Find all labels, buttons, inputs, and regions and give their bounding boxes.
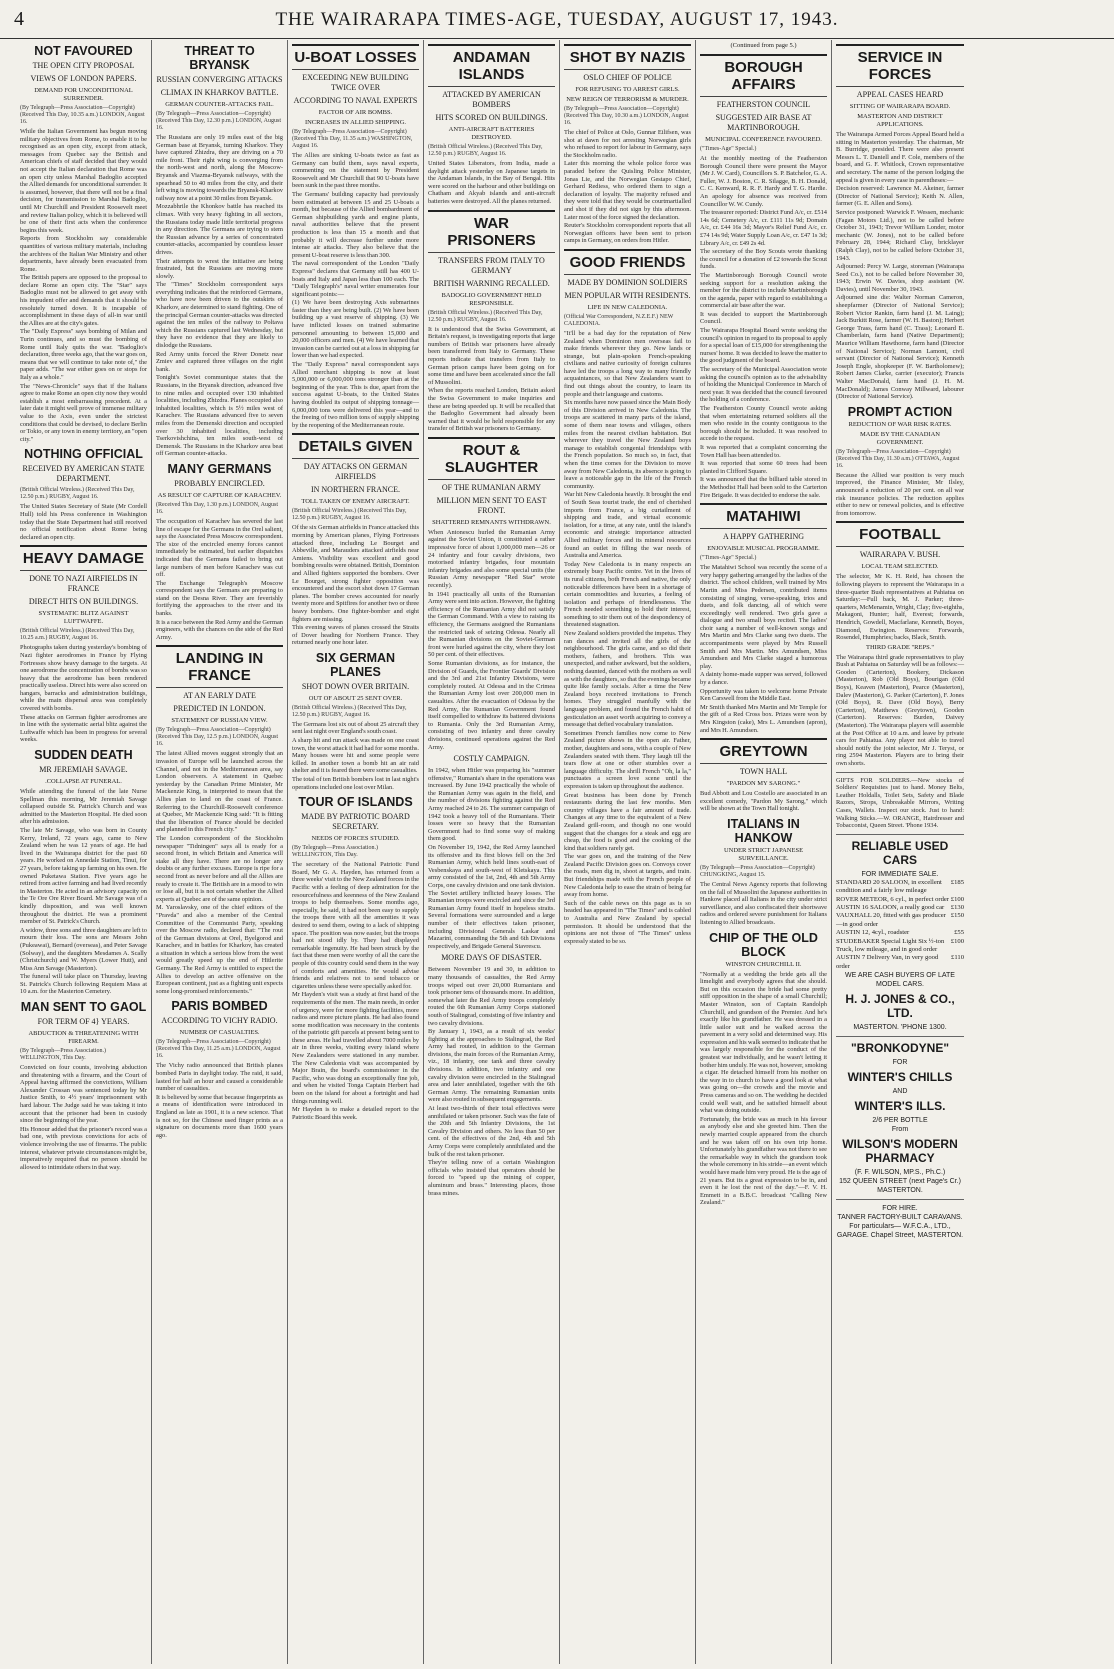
article-headline: PROMPT ACTION — [847, 404, 953, 419]
advertisement-line: For particulars— W.F.C.A., LTD., GARAGE. Chapel Street, MASTERTON. — [836, 1223, 964, 1240]
car-price: £100 — [950, 937, 964, 945]
used-car-listing — [836, 954, 964, 971]
article-paragraph: Reports from Stockholm say considerable quantities of various military materials, including the archives of the Italian War Ministry and other departments, have already been evacuated from Rome. — [20, 235, 147, 273]
article-dateline: ("Times-Age" Special.) — [700, 146, 757, 152]
advertisement — [836, 1023, 964, 1032]
car-name: AUSTIN 16 SALOON, a really good car — [836, 903, 945, 911]
advertisement-title: H. J. JONES & CO., LTD. — [845, 992, 955, 1021]
article-paragraph: A dainty home-made supper was served, followed by a dance. — [700, 671, 827, 687]
article-subheading-small: ABDUCTION & THREATENING WITH FIREARM. — [28, 1030, 139, 1046]
advertisement — [836, 992, 964, 1020]
advertisement — [836, 1213, 964, 1222]
article-paragraph: The latest Allied moves suggest strongly that an invasion of Europe will be launched across the Channel, and not in the Mediterranean area, say London observers. A statement in Quebec yesterday by the Canadian Prime Minister, Mr Mackenzie King, is interpreted to mean that the Allies plan to land on the coast of France. Referring to the Churchill-Roosevelt conference at Quebec, Mr Mackenzie King said: "It is fitting that the liberation of France should be decided and planned in this French city." — [156, 750, 283, 834]
article-subheading-small: MUNICIPAL CONFERENCE FAVOURED. — [705, 136, 822, 143]
article-subheading: SUGGESTED AIR BASE AT MARTINBOROUGH. — [715, 113, 812, 132]
article-paragraph: The Featherston County Council wrote asking that when entertaining returned soldiers all the men who reside in the county contiguous to the borough should be included. It was resolved to accede to the request. — [700, 405, 827, 443]
advertisement-title: RELIABLE USED CARS — [851, 838, 949, 867]
article-headline: CHIP OF THE OLD BLOCK — [709, 930, 818, 959]
article-headline: FOOTBALL — [836, 521, 964, 547]
article-dateline: (By Telegraph—Press Association—Copyright) (Received This Day, 11.30 a.m.) OTTAWA, August 16. — [836, 448, 960, 469]
article-subheading-small: OUT OF ABOUT 25 SENT OVER. — [308, 694, 403, 702]
article-paragraph: GIFTS FOR SOLDIERS.—New stocks of Soldiers' Requisites just to hand. Money Belts, Leather Holdalls, Toilet Sets, Safety and Blade Razors, Strops, Unbreakable Mirrors, Writing Cases, Wallets. Inspect our stock. Just to hand: Walking Sticks.—W. ORANGE, Hairdresser and Tobacconist, Queen Street. 'Phone 1934. — [836, 776, 964, 830]
article-paragraph: The war goes on, and the training of the New Zealand Pacific Division goes on. Convoys cover the roads, men dig in, shoot at targets, and train. But friendships made with the French people of New Caledonia help to ease the strain of being far away from home. — [564, 853, 691, 899]
page-number: 4 — [14, 8, 24, 30]
article-paragraph: The Matahiwi School was recently the scene of a very happy gathering arranged by the ladies of the district. The school children, well trained by Mrs Martin and Miss Pedersen, contributed items consisting of singing, verse-speaking, trios and duets, and folk dancing, all of which were exceedingly well rendered. Two girls gave a dialogue and two small boys recited. The ladies' choir sang a number of well-known songs and Mrs Martin and Mrs Clarke sang two duets. The accompaniments were played by Mrs Russell Smith and Mrs Martin. Mrs Amundsen, Miss Amundsen and Mrs Clarke staged a humorous play. — [700, 564, 827, 670]
newspaper-column-4 — [424, 40, 560, 1664]
article-paragraph: Mr Hayden is to make a detailed report to the Patriotic Board this week. — [292, 1106, 419, 1121]
article-subheading: MADE BY PATRIOTIC BOARD SECRETARY. — [301, 812, 410, 832]
advertisement-line: FOR IMMEDIATE SALE. — [861, 870, 939, 878]
article-dateline: (British Official Wireless.) (Received This Day, 12.50 p.m.) RUGBY, August 16. — [292, 508, 407, 522]
advertisement — [836, 1099, 964, 1113]
article-subheading: MR JEREMIAH SAVAGE. — [39, 765, 128, 775]
article-paragraph: Six months have now passed since the Main Body of this Division arrived in New Caledonia. The troops are scattered in many parts of the island, some of them near towns and villages, others miles from the nearest civilian habitation. But wherever they travel the New Zealand boys manage to establish congenial friendships with the French population. So much so, in fact, that when the time comes for the Division to move away from New Caledonia, its absence is going to leave a noticeable gap in the life of the French community. — [564, 399, 691, 490]
article-dateline: (By Telegraph—Press Association.) WELLINGTON, This Day. — [292, 845, 378, 859]
article-subheading: OSLO CHIEF OF POLICE — [583, 73, 672, 82]
advertisement-line: 2/6 PER BOTTLE — [872, 1117, 928, 1125]
article-subheading-small: DEMAND FOR UNCONDITIONAL SURRENDER. — [34, 87, 133, 102]
article-dateline: (By Telegraph—Press Association.) WELLINGTON, This Day. — [20, 1048, 106, 1062]
article-subheading-small: ANTI-AIRCRAFT BATTERIES DESTROYED. — [448, 126, 535, 141]
newspaper-column-7 — [832, 40, 968, 1664]
article-headline: MAN SENT TO GAOL — [20, 1000, 147, 1015]
newspaper-column-2 — [152, 40, 288, 1664]
article-paragraph: The Central News Agency reports that following on the fall of Mussolini the Japanese authorities in Hankow placed all Italians in the city under strict surveillance, and also confiscated their shortwave radios and ordered severe punishment for Italians listening to Allied broadcasts. — [700, 880, 827, 926]
advertisement-line: FOR — [892, 1059, 908, 1067]
advertisement — [836, 1177, 964, 1186]
article-paragraph: Decision reserved: Lawrence M. Akeiner, farmer (Director of National Service); Keith N. Allen, farmer (G. E. Allen and Sons). — [836, 185, 964, 208]
article-paragraph: The naval correspondent of the London "Daily Express" declares that Germany still has 400 U-boats and Italy and Japan less than 100 each. The "Daily Telegraph's" naval writer enumerates four significant points:— — [292, 260, 419, 298]
advertisement — [836, 971, 964, 989]
article-paragraph: The Germans lost six out of about 25 aircraft they sent last night over England's south coast. — [292, 720, 419, 736]
article-subheading: MORE DAYS OF DISASTER. — [441, 953, 542, 963]
article-subheading: DAY ATTACKS ON GERMAN AIRFIELDS — [303, 462, 408, 482]
article-paragraph: The Exchange Telegraph's Moscow correspondent says the Germans are preparing to stand on the Desna River. They are feverishly fortifying the approaches to the river and its banks. — [156, 579, 283, 618]
article-subheading: PROBABLY ENCIRCLED. — [174, 478, 265, 488]
article-dateline: (Official War Correspondent, N.Z.E.F.) NEW CALEDONIA. — [564, 313, 674, 327]
article-paragraph: United States Liberators, from India, made a daylight attack yesterday on Japanese targets in the Andaman Islands, in the Bay of Bengal. Hits were scored on the harbour and other buildings on Chatham and Akyab islands and anti-aircraft batteries were destroyed. All the planes returned. — [428, 160, 555, 205]
article-paragraph: The treasurer reported: District Fund A/c, cr. £514 14s 6d; Cemetery A/c, cr. £111 11s 9d; Domain A/c, cr. £44 16s 3d; Mayor's Relief Fund A/c, cr. £74 14s 9d; Water Supply Loan A/c, cr. £47 1s 3d; Library A/c, cr. £49 2s 4d. — [700, 209, 827, 247]
newspaper-column-6 — [696, 40, 832, 1664]
article-paragraph: Some Rumanian divisions, as for instance, the Division of Guards, the Frontier Guards' Division and the 3rd and 21st Infantry Divisions, were completely routed. At Odessa and in the Crimea the Rumanian Army lost over 200,000 men in casualties. After the evacuation of Odessa by the Red Army, the Rumanian Government found itself compelled to withdraw its battered divisions to Rumania. Only the 3rd Rumanian Army, consisting of two infantry and three cavalry divisions, continued operations against the Red Army. — [428, 659, 555, 751]
article-headline: SUDDEN DEATH — [34, 748, 133, 763]
article-paragraph: His Honour added that the prisoner's record was a bad one, with previous convictions for acts of violence involving the use of firearms. The public interest, whatever private circumstances might be, imperatively required that no person should be allowed to intimidate others in that way. — [20, 1125, 147, 1171]
article-paragraph: The "Daily Express" naval correspondent says Allied merchant shipping is now at least 5,000,000 or 6,000,000 tons stronger than at the beginning of the year. This is due, apart from the success against U-boats, to the United States having doubled its output of shipping tonnage—6,000,000 tons were delivered this year—and to the freeing of two million tons of supply shipping by the reopening of the Mediterranean route. — [292, 361, 419, 429]
article-paragraph: Sometimes French families now come to New Zealand picture shows in the open air. Father, mother, daughters and sons, with a couple of New Zealanders seated with them. They laugh till the tears flow at one or other stumbles over a language difficulty. The shrill French "Oh, la la," punctuates a screen love scene until the expression is taken up throughout the audience. — [564, 729, 691, 790]
article-subheading-small: ENJOYABLE MUSICAL PROGRAMME. — [707, 545, 820, 553]
advertisement-line: From — [891, 1126, 909, 1134]
car-name: STANDARD 20 SALOON, in excellent condition and a fairly low mileage — [836, 878, 942, 895]
article-headline: GOOD FRIENDS — [564, 249, 691, 275]
advertisement — [836, 1137, 964, 1165]
article-paragraph: Great business has been done by French restaurants during the last few months. Men country villages have a fair amount of trade. Changes at any time to the equivalent of a New Zealand grill-room, and though no one would suggest that the changes for a steak and egg are cheap, the food is good and the cooking of the kind that soldiers rarely get. — [564, 791, 691, 852]
article-paragraph: By January 1, 1943, as a result of six weeks' fighting at the approaches to Stalingrad, the Red Army had routed, in addition to the German divisions, the main forces of the Rumanian Army, viz., 18 infantry, one tank and three cavalry divisions. In addition, two infantry and one cavalry division were encircled in the Stalingrad area and later annihilated, together with the 6th German Army. The remaining Rumanian units were also routed in subsequent engagements. — [428, 1028, 555, 1104]
article-paragraph: At the monthly meeting of the Featherston Borough Council there were present the Mayor (Mr J. W. Card), Councillors S. P. Batchelor, G. A. Fuller, W. J. Boston, C. R. Silagge, B. H. Donald, C. C. Kenward, R. R. F. Hardy and T. G. Hardie. An apology for absence was received from Councillor W. W. Cundy. — [700, 155, 827, 208]
article-subheading-small: FOR REFUSING TO ARREST GIRLS. — [575, 86, 680, 93]
article-headline: DETAILS GIVEN — [292, 433, 419, 459]
article-subheading-small: SYSTEMATIC BLITZ AGAINST LUFTWAFFE. — [38, 610, 129, 626]
article-paragraph: On November 19, 1942, the Red Army launched its offensive and its first blows fell on the 3rd Rumanian Army, which held lines south-east of Vesbenskaya and south-west of Kletskaya. This army consisted of the 1st, 2nd, 4th and 5th Army Corps, one cavalry division and one tank division. The Soviet artillery inflicted heavy losses. The Rumanian troops were encircled and since the 3rd Rumanian Army found itself in hopeless straits. Several formations were surrounded and a large number of their effectives taken prisoner, including Divisional Generals Laskar and Mazarini, commanding the 5th and 6th Divisions respectively, and Brigade General Stavrescu. — [428, 844, 555, 950]
article-dateline: (British Official Wireless.) (Received This Day, 12.50 p.m.) RUGBY, August 16. — [20, 487, 135, 501]
article-headline: TOUR OF ISLANDS — [298, 795, 413, 810]
car-name: AUSTIN 7 Delivery Van, in very good order — [836, 954, 939, 970]
article-paragraph: The secretary of the Boy Scouts wrote thanking the council for a donation of £2 towards the Scout funds. — [700, 248, 827, 271]
article-subheading: OF THE RUMANIAN ARMY — [441, 482, 542, 492]
article-subheading-small: INCREASES IN ALLIED SHIPPING. — [304, 119, 407, 126]
advertisement-line: MASTERTON. 'PHONE 1300. — [853, 1024, 947, 1032]
article-paragraph: "Normally at a wedding the bride gets all the limelight and everybody agrees that she should. But on this occasion the bride had some pretty stiff opposition in the shape of a small Churchill; Master Winston, son of Captain Randolph Churchill, and grandson of the Premier. And he's exactly like his grandfather. He was dressed in a little sailor suit and he walked across the pavement in a very solid and determined way. His expression and his walk seemed to indicate that he was largely responsible for the conduct of the greatest war individually, and he wasn't letting it bother him unduly. He was not, however, smoking a cigar. He detached himself from his mother on the way in to church to have a good look at what was going on—the crowds and the movie and Press cameras and so on. The wedding he decided could well wait, and he satisfied himself about what was doing outside. — [700, 970, 827, 1115]
article-paragraph: This evening waves of planes crossed the Straits of Dover heading for Northern France. They returned nearly one hour later. — [292, 624, 419, 647]
article-paragraph: While the Italian Government has begun moving military objectives from Rome, to enable it to be recognised as an open city, except from attack, messages from Quebec say the British and American chiefs of staff decided that they would not accept the Italian declaration that Rome was an open city unless Marshal Badoglio accepted the Allied demands for unconditional surrender. It is assumed, however, that there will not be a final decision, for transmission to Marshal Badoglio, until Mr Churchill and President Roosevelt meet and review Italian policy, which it is believed will be one of their first acts when the conference begins this week. — [20, 128, 147, 234]
advertisement-line: AND — [892, 1088, 908, 1096]
article-subheading-small: NEEDS OF FORCES STUDIED. — [311, 835, 400, 843]
article-paragraph: M. Yaroslavsky, one of the chief editors of the "Pravda" and also a member of the Central Committee of the Communist Party, speaking over the Moscow radio, declared that: "The rout of the German divisions at Orel, Byelgorod and Karachev, and in battles for Kharkov, has created a situation in which a serious blow from the west would greatly speed up the end of Hitlerite Germany. The Red Army is entitled to expect the Allies to develop an active offensive on the European continent, just as a fighting unit expects some long-promised reinforcements." — [156, 904, 283, 995]
article-paragraph: The Martinborough Borough Council wrote seeking support for a resolution asking the member for the district to include Martinborough on the agenda, paper with regard to establishing a commercial air base after the war. — [700, 271, 827, 310]
advertisement-line: TANNER FACTORY-BUILT CARAVANS. — [837, 1214, 963, 1222]
article-paragraph: Bud Abbott and Lou Costello are associated in an excellent comedy, "Pardon My Sarong," which will be shown at the Town Hall tonight. — [700, 790, 827, 813]
advertisement — [836, 1125, 964, 1134]
advertisement-title: WINTER'S CHILLS — [847, 1070, 953, 1085]
advertisement — [836, 1168, 964, 1177]
article-dateline: (By Telegraph—Press Association—Copyright) (Received This Day, 12.5 p.m.) LONDON, August 16. — [156, 727, 278, 748]
article-paragraph: Adjourned sine die: Walter Norman Cameron, sheepfarmer (Director of National Service); Robert Victor Rankin, farm hand (J. M. Laing); Jack Burkitt Rose, farmer (W. H. Baston); Herbert George Trass, farm hand (C. Trass); Leonard E. Chamberlain, farm hand (Native Department); Maurice William Hawthorne, farm hand (Director of National Service); Norman Lamont, civil servant (Director of National Service); Kenneth Joseph Engle, shopkeeper (F. W. Bartholomew); Robert James Clarke, carrier (executor); Francis Walter MacDonald, farm hand (J. H. M. MacDonald); James Conway Millward, labourer (Director of National Service). — [836, 294, 964, 401]
article-paragraph: When Antonescu hurled the Rumanian Army against the Soviet Union, it constituted a rather impressive force of about 1,000,000 men—26 or 24 infantry and four cavalry divisions, two motorised infantry brigades, four mountain infantry brigades and also some special units (the Russian Army newspaper "Red Star" wrote recently). — [428, 528, 555, 590]
article-paragraph: The Vichy radio announced that British planes bombed Paris in daylight today. The raid, it said, lasted for half an hour and caused a considerable number of casualties. — [156, 1062, 283, 1093]
article-paragraph: These attacks on German fighter aerodromes are in line with the systematic aerial blitz against the Luftwaffe which has been in progress for several weeks. — [20, 713, 147, 744]
article-paragraph: Tonight's Soviet communique states that the Russians, in the Bryansk direction, advanced five to nine miles and occupied over 130 inhabited localities, including Zhizdra. Planes occupied also inhabited localities, which is 5½ miles west of Karachev. The Russians advanced five to seven miles from the Demenski direction and occupied over 30 inhabited localities, including Tserkovishchina, ten miles south-west of Demensk. The Russians in the Kharkov area beat off German counter-attacks. — [156, 374, 283, 458]
article-headline: GREYTOWN — [700, 738, 827, 764]
advertisement — [836, 1070, 964, 1084]
article-subheading: VIEWS OF LONDON PAPERS. — [30, 74, 137, 83]
article-dateline: (Received This Day, 1.30 p.m.) LONDON, August 16. — [156, 501, 278, 515]
article-subheading: PREDICTED IN LONDON. — [173, 704, 266, 714]
advertisement — [836, 1041, 964, 1055]
article-headline: WAR PRISONERS — [428, 210, 555, 253]
article-dateline: (By Telegraph—Press Association—Copyright) (Received This Day, 11.25 a.m.) LONDON, August 16. — [156, 1039, 281, 1060]
article-paragraph: Service postponed: Warwick F. Wessen, mechanic (Fagan Motors Ltd.), not to be called before October 31, 1943; Trevor William Londer, motor mechanic (W. Jones), not to be called before February 28, 1944; Richard Clay, bricklayer (Ralph Clay), not to be called before October 31, 1943. — [836, 208, 964, 262]
used-car-listing — [836, 929, 964, 937]
article-headline: MATAHIWI — [700, 503, 827, 529]
article-subheading: IN NORTHERN FRANCE. — [310, 485, 401, 495]
car-name: STUDEBAKER Special Light Six ½-ton Truck, low mileage, and in good order — [836, 937, 945, 953]
article-headline: NOT FAVOURED — [34, 44, 133, 58]
column-divider — [836, 1036, 964, 1037]
article-paragraph: The secretary of the National Patriotic Fund Board, Mr G. A. Hayden, has returned from a three weeks' visit to the New Zealand forces in the Pacific with a feeling of deep admiration for the resourcefulness and keenness of the New Zealand troops to help themselves. Some months ago, especially, he said, it had not been easy to supply the troops there with all the amenities it was desired to send them, owing to a lack of shipping space. The position was now easier, but the troops had not stood idly by. They had displayed remarkable ingenuity. He had been struck by the fact that these men were worthy of all the care the people of this country could send them in the way of comforts and amenities. He would advise friends and relatives not to send tobacco or cigarettes unless these were specially asked for. — [292, 861, 419, 990]
article-dateline: ("Times-Age" Special.) — [700, 555, 757, 562]
article-paragraph: The chief of Police at Oslo, Gunnar Eilifsen, was shot at dawn for not arresting Norwegian girls who refused to report for labour in Germany, says the Stockholm radio. — [564, 129, 691, 159]
article-subheading-small: LOCAL TEAM SELECTED. — [861, 563, 939, 571]
article-paragraph: In 1942, when Hitler was preparing his "summer offensive," Rumania's share in the operations was increased. By June 1942 practically the whole of the Rumanian Army was again in the field, and the number of divisions fighting against the Red Army reached 24 to 26. The summer campaign of 1942 took a heavy toll of the Rumanians. Their losses were so heavy that the Rumanian Government had to find some way of making them good. — [428, 767, 555, 843]
article-subheading-small: SHATTERED REMNANTS WITHDRAWN. — [432, 518, 551, 526]
article-subheading: A HAPPY GATHERING — [722, 532, 805, 542]
article-subheading-small: UNDER STRICT JAPANESE SURVEILLANCE. — [723, 846, 804, 862]
article-subheading-small: LIFE IN NEW CALEDONIA. — [587, 303, 668, 311]
article-paragraph: Convicted on four counts, involving abduction and threatening with a firearm, and the Court of Appeal having affirmed the convictions, William Alexander Crossan was sentenced today by Mr Justice Smith, to 4½ years' imprisonment with hard labour. The Judge said he was taking it into account that the prisoner had been in custody since the beginning of the year. — [20, 1064, 147, 1125]
advertisement — [836, 839, 964, 867]
article-paragraph: War hit New Caledonia heavily. It brought the end of South Seas tourist trade, the end of cherished imports from France, a big curtailment of shipping and trade, and virtual economic isolation, for a time, at any rate, until the island's economic and strategic importance attracted Allied military forces and its mineral resources found an outlet in filling the war needs of Australia and America. — [564, 491, 691, 560]
advertisement-title: "BRONKODYNE" — [850, 1041, 950, 1056]
article-paragraph: In 1941 practically all units of the Rumanian Army were sent into action. However, the fighting efficiency of the Rumanian Army did not satisfy the German Command. With a view to raising its efficiency, the Germans assigned the Rumanians the restricted task of seizing Odessa. Nearly all the Rumanian divisions on the Soviet-German front were hurled against the city, where they lost 50 per cent. of their effectives. — [428, 590, 555, 659]
article-subheading: FOR TERM OF 4} YEARS. — [37, 1017, 130, 1027]
column-divider — [836, 834, 964, 835]
article-subheading: RECEIVED BY AMERICAN STATE DEPARTMENT. — [22, 464, 145, 484]
used-car-listing — [836, 912, 964, 929]
article-subheading-small: WINSTON CHURCHILL II. — [725, 960, 802, 968]
article-paragraph: The Wairarapa Armed Forces Appeal Board held a sitting in Masterton yesterday. The chairman, Mr B. Burridge, presided. There were also present Messrs L. T. Daniell and F. Cole, members of the board, and G. F. Whitlock, Crown representative and secretary. The name of the person lodging the appeal is given in every case in parentheses:— — [836, 131, 964, 184]
article-paragraph: Mr Hayden's visit was a study at first hand of the requirements of the men. The main needs, in order of urgency, were for more fighting facilities, more radios and more picture plants. He had also found some modification was necessary in the contents of the patriotic gift parcels at present being sent to these areas. He had travelled about 7000 miles by air in three weeks, visiting every island where New Zealanders were stationed in any number. The New Caledonia visit was accompanied by Major Brain, the board's commissioner in the Pacific, who was doing an exceptionally fine job, and when he visited Tonga Captain Herbert had been on the island for about a fortnight and had things running well. — [292, 991, 419, 1105]
article-paragraph: Because the Allied war position is very much improved, the Finance Minister, Mr Ilsley, announced a reduction of 20 per cent. on all war risk insurance policies. The reduction applies either to new or renewal policies, and is effective from tomorrow. — [836, 471, 964, 517]
article-paragraph: While attending the funeral of the late Nurse Spellman this morning, Mr Jeremiah Savage collapsed outside St. Patrick's Church and was admitted to the Masterton Hospital. He died soon after his admission. — [20, 788, 147, 826]
article-paragraph: Of the six German airfields in France attacked this morning by American planes, Flying Fortresses attacked three, including Le Bourget and Abbeville, and Marauders attacked airfields near Amiens. Visibility was excellent and good bombing results were obtained. British, Dominion and Allied fighters supported the bombers. Over Le Bourget, strong fighter opposition was encountered and the escort shot down 17 German planes. The bomber crews accounted for nearly twenty more and Spitfires for another two or three heavy bombers. One fighter-bomber and eight fighters are missing. — [292, 524, 419, 623]
article-headline: HEAVY DAMAGE — [20, 545, 147, 571]
article-subheading: DIRECT HITS ON BUILDINGS. — [28, 597, 139, 607]
article-subheading: AT AN EARLY DATE — [183, 691, 256, 701]
advertisement — [836, 1058, 964, 1067]
article-dateline: (By Telegraph—Press Association—Copyright) (Received This Day, 11.35 a.m.) WASHINGTON, August 16. — [292, 129, 413, 149]
newspaper-title: THE WAIRARAPA TIMES-AGE, TUESDAY, AUGUST 17, 1943. — [275, 9, 839, 30]
article-paragraph: Adjourned: Percy W. Large, storeman (Wairarapa Seed Co.), not to be called before November 30, 1943; Erwin W. Davies, shop assistant (W. Davies), until November 30, 1943. — [836, 263, 964, 293]
article-dateline: (British Official Wireless.) (Received This Day, 12.50 p.m.) RUGBY, August 16. — [428, 144, 543, 157]
article-headline: U-BOAT LOSSES — [292, 44, 419, 70]
article-paragraph: The funeral will take place on Thursday, leaving St. Patrick's Church following Requiem Mass at 10 a.m. for the Masterton Cemetery. — [20, 973, 147, 996]
article-dateline: (British Official Wireless.) (Received This Day, 12.50 p.m.) RUGBY, August 16. — [428, 309, 543, 323]
article-headline: SIX GERMAN PLANES — [315, 650, 396, 679]
article-paragraph: It was announced that the billiard table stored in the Methodist Hall had been sold to the Carterton Fire Brigade. It was decided to endorse the sale. — [700, 476, 827, 499]
article-paragraph: The secretary of the Municipal Association wrote asking the council's opinion as to the advisability of holding the Municipal Conference in March of next year. It was decided that the council favoured the holding of a conference. — [700, 366, 827, 404]
used-car-listing — [836, 904, 964, 912]
car-price: £185 — [950, 878, 964, 886]
article-paragraph: The United States Secretary of State (Mr Cordell Hull) told his Press conference in Washington today that the State Department had still received no official notification about Rome being declared an open city. — [20, 503, 147, 541]
newspaper-column-5 — [560, 40, 696, 1664]
article-dateline: (British Official Wireless.) (Received This Day, 12.50 p.m.) RUGBY, August 16. — [292, 704, 407, 718]
article-paragraph: The London correspondent of the Stockholm newspaper "Tidningen" says all is ready for a second front, in which Britain and America will stake all they have. There are no longer any doubts or any further excuses. Europe is ripe for a second front as never before and all the Allies are ready to create it. The British are in a mood to win or lose all, but it is not certain whether the Allied experts at Quebec are of the same opinion. — [156, 834, 283, 903]
article-headline: SERVICE IN FORCES — [836, 44, 964, 87]
article-paragraph: The occupation of Karachev has severed the last line of escape for the Germans in the Orel salient, says the Associated Press Moscow correspondent. The size of the encircled enemy forces cannot immediately be estimated, but earlier dispatches indicated that the Germans failed to bring out large numbers of men before Karachev was cut off. — [156, 517, 283, 579]
advertisement-line: (F. F. WILSON, MP.S., Ph.C.) — [854, 1169, 946, 1177]
article-subheading-small: THIRD GRADE "REPS." — [866, 643, 934, 651]
article-headline: NOTHING OFFICIAL — [24, 447, 143, 462]
article-subheading: MILLION MEN SENT TO EAST FRONT. — [436, 495, 547, 515]
article-paragraph: (1) We have been destroying Axis submarines faster than they are being built. (2) We have been building up a vast reserve of shipping. (3) We have inflicted losses on trained submarine personnel amounting to between 15,000 and 20,000 officers and men. (4) We have learned that invasion can be carried out at a loss in shipping far lower than we had expected. — [292, 299, 419, 360]
article-subheading: MADE BY DOMINION SOLDIERS — [567, 277, 688, 287]
article-paragraph: It is understood that the Swiss Government, at Britain's request, is investigating reports that large numbers of British war prisoners have already been transferred from Italy to Germany. These reports indicate that transfers from Italy to German prison camps have been going on for some time and have been accelerated since the fall of Mussolini. — [428, 325, 555, 386]
article-subheading-small: "PARDON MY SARONG." — [726, 780, 801, 788]
advertisement-line: FOR HIRE. — [882, 1205, 918, 1213]
article-paragraph: New Zealand soldiers provided the impetus. They ran dances and invited all the girls of the neighbourhood. The girls came, and so did their mothers, fathers, and brothers. This was unexpected, and rather awkward, but the soldiers, nothing daunted, danced with the mothers as well as with the daughters, so that the evenings became quite like family socials. After a time the New Zealand boys received invitations to French homes. They struggled manfully with the language problem, and found the French habit of gesticulation an asset worth acquiring to convey a message that defied vocabulary translation. — [564, 630, 691, 729]
article-headline: ITALIANS IN HANKOW — [727, 816, 800, 845]
article-subheading-small: REDUCTION OF WAR RISK RATES. — [848, 420, 952, 428]
car-name: VAUXHALL 20, fitted with gas producer—in good order — [836, 912, 946, 928]
article-dateline: (By Telegraph—Press Association—Copyright) (Received This Day, 10.35 a.m.) LONDON, August 16. — [20, 105, 145, 125]
article-headline: PARIS BOMBED — [171, 999, 268, 1014]
article-subheading: WAIRARAPA V. BUSH. — [859, 550, 941, 560]
car-price: £150 — [950, 912, 964, 920]
article-paragraph: The "Times" Stockholm correspondent says everything indicates that the reinforced Germans, who have now been driven to the outskirts of Kharkov, are determined to stand fighting. One of the principal German counter-attacks was directed against the ten miles of the railway to Poltava which the Russians captured last Wednesday, but they have no evidence that they are likely to dislodge the Russians. — [156, 281, 284, 350]
newspaper-column-1 — [16, 40, 152, 1664]
car-price: £130 — [950, 903, 964, 911]
article-paragraph: The Allies are sinking U-boats twice as fast as Germany can build them, says naval experts, commenting on the statement by President Roosevelt and Mr Churchill that 90 U-boats have been sunk in the past three months. — [292, 152, 419, 190]
article-paragraph: It was reported that a complaint concerning the Town Hall has been attended to. — [700, 443, 827, 459]
newspaper-column-3 — [288, 40, 424, 1664]
car-price: £55 — [954, 929, 964, 937]
advertisement — [836, 1186, 964, 1195]
article-subheading: DONE TO NAZI AIRFIELDS IN FRANCE — [29, 574, 138, 594]
article-paragraph: When the reports reached London, Britain asked the Swiss Government to make inquiries and these are being speeded up. It will be recalled that the Badoglio Government had already been warned that it would be held responsible for any transfer of British war prisoners to Germany. — [428, 387, 555, 433]
article-subheading-small: (Continued from page 5.) — [730, 42, 797, 49]
article-paragraph: The total of ten British bombers lost in last night's operations included one lost over Milan. — [292, 776, 419, 791]
article-paragraph: "It'll be a bad day for the reputation of New Zealand when Dominion men overseas fail to make friends wherever they go. New lands or strange, but plain-spoken French-speaking civilians and native curiosity of foreign cultures have led the troops a long way to many friendly acquaintances, so that New Zealanders want to find out things about the country, to learn its people and their language and customs. — [564, 329, 691, 398]
article-subheading: SHOT DOWN OVER BRITAIN. — [301, 681, 410, 691]
advertisement-line: WE ARE CASH BUYERS OF LATE MODEL CARS. — [845, 972, 955, 989]
used-car-listing — [836, 879, 964, 896]
article-paragraph: The British papers are opposed to the proposal to declare Rome an open city. The "Star" says Badoglio must not be allowed to get away with his impudent offer and demands that it should be resolutely turned down. It is incapable of accomplishment in these days of all-in war until the Allies are at the city's gates. — [20, 274, 147, 327]
column-divider — [836, 1199, 964, 1200]
article-subheading-small: AS RESULT OF CAPTURE OF KARACHEV. — [157, 491, 282, 499]
article-headline: BOROUGH AFFAIRS — [700, 54, 827, 97]
article-subheading-small: TOLL TAKEN OF ENEMY AIRCRAFT. — [301, 498, 410, 506]
advertisement-line: 152 QUEEN STREET (next Page's Cr.) — [839, 1178, 961, 1186]
article-dateline: (British Official Wireless.) (Received This Day, 10.25 a.m.) RUGBY, August 16. — [20, 628, 135, 642]
article-subheading: ACCORDING TO VICHY RADIO. — [161, 1016, 278, 1026]
car-price: £100 — [950, 895, 964, 903]
article-paragraph: The "Daily Express" says bombing of Milan and Turin continues, and so must the bombing of Rome until Italy quits the war. "Badoglio's declaration, three weeks ago, that the war goes on, means that we will continue to take note of," the paper adds. "The war either goes on or stops for Italy as a whole." — [20, 328, 147, 381]
article-subheading: ACCORDING TO NAVAL EXPERTS — [293, 96, 418, 105]
article-subheading: HITS SCORED ON BUILDINGS. — [435, 113, 548, 122]
column-divider — [836, 772, 964, 773]
car-name: AUSTIN 12, 4cyl., roadster — [836, 929, 910, 937]
article-dateline: (By Telegraph—Press Association—Copyright) (Received This Day, 12.30 p.m.) LONDON, August 16. — [156, 111, 281, 131]
article-paragraph: The late Mr Savage, who was born in County Kerry, Ireland, 72 years ago, came to New Zealand when he was 12 years of age. He had lived in the Wairarapa district for the past 60 years. He worked on Annedale Station, Tinui, for 27 years, before taking up farming on his own. He owned Puketawa Station. Five years ago he retired from active farming and had lived recently in Masterton. He acted in an advisory capacity on the Te Ore Ore River Board. Mr Savage was of a kindly disposition, and was well known throughout the district. He was a prominent member of St. Patrick's Church. — [20, 827, 147, 926]
article-paragraph: The Wairarapa third grade representatives to play Bush at Pahiatua on Saturday will be as follows:—Gooden (Carterton), Bookery, Dickason (Masterton), Rob (Old Boys), Bourigan (Old Boys), Keaven (Masterton), Pearce (Masterton), Dalev (Masterton), G. Parker (Carterton), F. Jones (Old Boys), R. Dave (Old Boys), Berry (Carterton), Matthews (Greytown), Gooden (Carterton). Reserves: Burden, Daivey (Masterton). The Wairarapa players will assemble at the Post Office at 10 a.m. and leave by private cars for Pahiatua. Any player not able to travel should notify the joint selector, Mr J. Teryst, or ring 2594 Masterton. Players are to bring their own shorts. — [836, 653, 964, 767]
advertisement-title: WINTER'S ILLS. — [854, 1099, 946, 1114]
article-paragraph: Today New Caledonia is in many respects an extremely busy Pacific centre. Yet in the lives of its rural citizens, both French and native, the only noticeable differences have been in a shortage of certain commodities and luxuries, a feeling of isolation and perhaps of friendlessness. The French needed something to hold their interest, something to stir them out of the despondency of threatened stagnation. — [564, 560, 691, 629]
article-paragraph: Between November 19 and 30, in addition to many thousands of casualties, the Red Army troops wiped out over 20,000 Rumanians and took prisoner tens of thousands more. In addition, somewhat later the Red Army troops completely routed the 6th Rumanian Army Corps stationed south of Stalingrad, consisting of five infantry and two cavalry divisions. — [428, 966, 555, 1027]
article-subheading: APPEAL CASES HEARD — [856, 90, 944, 99]
advertisement — [836, 1116, 964, 1125]
article-paragraph: Their attempts to wrest the initiative are being frustrated, but the Russians are moving more slowly. — [156, 257, 283, 280]
advertisement-line: MASTERTON. — [877, 1187, 923, 1195]
article-subheading-small: STATEMENT OF RUSSIAN VIEW. — [171, 717, 268, 725]
article-paragraph: It is a race between the Red Army and the German engineers, with the chances on the side of the Red Army. — [156, 618, 283, 641]
article-paragraph: It was reported that some 60 trees had been planted in Clifford Square. — [700, 460, 827, 475]
advertisement — [836, 1087, 964, 1096]
article-paragraph: It is believed by some that because fingerprints as a means of identification were introduced in England as late as 1901, it is a new science. That is not so, for the Chinese used finger prints as a signature on documents more than 1600 years ago. — [156, 1093, 283, 1139]
article-paragraph: Later this morning the whole police force was paraded before the Quisling Police Minister, Jonas Lie, and the Norwegian Gestapo Chief, Gerhard Rediess, who ordered them to sign a declaration of loyalty. The majority refused and they were told that they would be courtmartialled and shot if they did not sign by this afternoon. Later most of the force signed the declaration. — [564, 160, 691, 221]
advertisement-title: WILSON'S MODERN PHARMACY — [842, 1137, 958, 1166]
article-headline: THREAT TO BRYANSK — [184, 44, 255, 72]
article-paragraph: A sharp hit and run attack was made on one coast town, the worst attack it had had for some months. Many houses were hit and some people were killed. In another town a bomb hit an air raid shelter and it is feared there were some casualties. — [292, 737, 419, 775]
article-subheading-small: BADOGLIO GOVERNMENT HELD RESPONSIBLE. — [441, 291, 542, 307]
used-car-listing — [836, 896, 964, 904]
article-subheading-small: FACTOR OF AIR BOMBS. — [318, 109, 393, 116]
article-subheading: THE OPEN CITY PROPOSAL — [32, 61, 135, 70]
article-subheading-small: .COLLAPSE AT FUNERAL. — [45, 778, 122, 786]
article-paragraph: The "News-Chronicle" says that if the Italians agree to make Rome an open city now they would establish a most embarrassing precedent. At a later date it might well prove of immense military value to the Axis, even under the strictest conditions that could be devised, to declare Berlin or Tokio, or any town in enemy territory, an "open city." — [20, 382, 147, 443]
article-paragraph: Red Army units forced the River Donetz near Zmiev and captured three villages on the right bank. — [156, 350, 283, 373]
article-paragraph: Such of the cable news on this page as is so headed has appeared in "The Times" and is cabled to Australia and New Zealand by special permission. It should be understood that the opinions are not those of "The Times" unless expressly stated to be so. — [564, 899, 691, 945]
article-paragraph: A widow, three sons and three daughters are left to mourn their loss. The sons are Messrs John (Pukeawai), Bernard (overseas), and Peter Savage (Solway), and the daughters Mesdames A. Scally (Christchurch) and W. Myers (Lower Hutt), and Miss Ann Savage (Masterton). — [20, 926, 147, 972]
article-subheading: TOWN HALL — [739, 767, 788, 777]
advertisement — [836, 1204, 964, 1213]
article-subheading: ATTACKED BY AMERICAN BOMBERS — [442, 90, 541, 109]
article-subheading: TRANSFERS FROM ITALY TO GERMANY — [438, 255, 545, 275]
article-paragraph: They're telling now of a certain Washington officials who insisted that operators should be forced to "speed up the mining of copper, aluminum and brass." Interesting places, those brass mines. — [428, 1159, 555, 1197]
article-paragraph: The Germans' building capacity had previously been estimated at between 15 and 25 U-boats a month, but because of the Allied bombardment of German shipbuilding yards and engine plants, naval authorities believe that the present production is less than 15 a month and that probably it will decrease further under more intense air attacks. They also believe that the present U-boat reserve is less than 300. — [292, 190, 419, 259]
article-paragraph: It was decided to support the Martinborough Council. — [700, 310, 827, 326]
car-price: £110 — [951, 954, 964, 962]
article-headline: MANY GERMANS — [167, 461, 272, 476]
article-subheading-small: SITTING OF WAIRARAPA BOARD. — [849, 103, 951, 110]
article-headline: ROUT & SLAUGHTER — [428, 437, 555, 480]
article-subheading: CLIMAX IN KHARKOV BATTLE. — [160, 88, 279, 97]
article-subheading: MEN POPULAR WITH RESIDENTS. — [564, 290, 691, 300]
article-paragraph: Photographs taken during yesterday's bombing of Nazi fighter aerodromes in France by Flying Fortresses show heavy damage to the targets. At one aerodrome the concentration of bombs was so heavy that the aerodrome has been rendered practically useless. Direct hits were also scored on hangars, barracks and administration buildings, while the main dispersal area was completely covered with bombs. — [20, 644, 147, 713]
article-subheading: EXCEEDING NEW BUILDING TWICE OVER — [302, 73, 409, 92]
car-name: ROVER METEOR, 6 cyl., in perfect order — [836, 895, 949, 903]
article-paragraph: Fortunately, the bride was as much in his favour as anybody else and she greeted him. Then the newly married couple appeared from the church and he was taken off on his own trip home. Unfortunately his grandfather was not there to see the remarkable way in which the grandson took the whole ceremony in his stride—an event which would have made him very proud. He is the age of 21 years. But its a great expression to be in, and even it he lost the rest of the day."—F. V. H. Emmett in a B.B.C. broadcast "Calling New Zealand." — [700, 1115, 827, 1207]
article-paragraph: Mozzabhrile the Khonkov battle has reached its climax. With very heavy fighting in all sectors, the Russians today made little territorial progress in any direction. The Germans are trying to stem the Russian advance by a series of concentrated counter-attacks, accompanied by countless lesser drives. — [156, 203, 283, 256]
article-dateline: (By Telegraph—Press Association—Copyright) CHUNGKING, August 15. — [700, 864, 815, 878]
article-subheading-small: MASTERTON AND DISTRICT APPLICATIONS. — [857, 113, 943, 128]
article-paragraph: The selector, Mr K. H. Reid, has chosen the following players to represent the Wairarapa in a three-quarter Bush representatives at Pahiatua on Saturday:—Full back, M. J. Parker; three-quarters, McMenamin, Wright, Clay; five-eighths, Makagoni, Hunter; half, Everest; forwards, Hendrich, Gowdell, Macfarlane, Kenneth, Boyes, Diamond, Ewington. Reserves: Forwards, Rosendel, Humphries; backs, Black, Smith. — [836, 573, 964, 642]
article-subheading: COSTLY CAMPAIGN. — [453, 754, 530, 764]
used-car-listing — [836, 938, 964, 955]
article-headline: SHOT BY NAZIS — [564, 44, 691, 70]
columns — [16, 40, 1104, 1664]
article-paragraph: At least two-thirds of their total effectives were annihilated or taken prisoner. Such was the fate of the 20th and 5th Infantry Divisions, the 1st Cavalry Division and others. No less than 50 per cent. of the effectives of the 2nd, 4th and 5th Army Corps were completely annihilated and the bulk of the rest taken prisoner. — [428, 1105, 555, 1158]
article-subheading-small: NEW REIGN OF TERRORISM & MURDER. — [566, 96, 689, 103]
article-subheading-small: GERMAN COUNTER-ATTACKS FAIL. — [165, 101, 274, 108]
article-subheading: FEATHERSTON COUNCIL — [716, 100, 811, 109]
advertisement — [836, 870, 964, 879]
article-subheading: RUSSIAN CONVERGING ATTACKS — [156, 75, 283, 84]
masthead — [0, 0, 1114, 39]
article-paragraph: Opportunity was taken to welcome home Private Ken Carswell from the Middle East. — [700, 687, 827, 703]
article-paragraph: Mr Smith thanked Mrs Martin and Mr Temple for the gift of a Red Cross box. Prizes were won by Mrs Kingston (cake), Mrs L. Amundsen (apron), and Mrs H. Amundsen. — [700, 703, 827, 734]
article-headline: ANDAMAN ISLANDS — [428, 44, 555, 87]
article-headline: LANDING IN FRANCE — [156, 645, 283, 688]
advertisement — [836, 1222, 964, 1240]
article-paragraph: The Wairarapa Hospital Board wrote seeking the council's opinion in regard to its proposal to apply for a special loan of £15,000 for strengthening the nurses' home. It was decided to leave the matter to the good judgment of the board. — [700, 327, 827, 365]
article-paragraph: Reuter's Stockholm correspondent reports that all Norwegian officers have been sent to prison camps in Germany, on orders from Hitler. — [564, 222, 691, 245]
article-dateline: (By Telegraph—Press Association—Copyright) (Received This Day, 10.30 a.m.) LONDON, August 16. — [564, 106, 689, 126]
article-subheading: BRITISH WARNING RECALLED. — [433, 278, 550, 288]
article-subheading-small: MADE BY THE CANADIAN GOVERNMENT. — [860, 430, 940, 446]
article-subheading-small: NUMBER OF CASUALTIES. — [179, 1029, 260, 1037]
article-paragraph: The Russians are only 19 miles east of the big German base at Bryansk, turning Kharkov. They have captured Zhizdra, they are driving on a 70 mile front. Their right wing is converging from the north-west and north, along the Moscow-Bryansk and Viazma-Bryansk railways, with the spearhead 50 to 40 miles from the city, and their left wing is moving towards the Bryansk-Kharkov railway now at a point 30 miles from Bryansk. — [156, 134, 283, 202]
